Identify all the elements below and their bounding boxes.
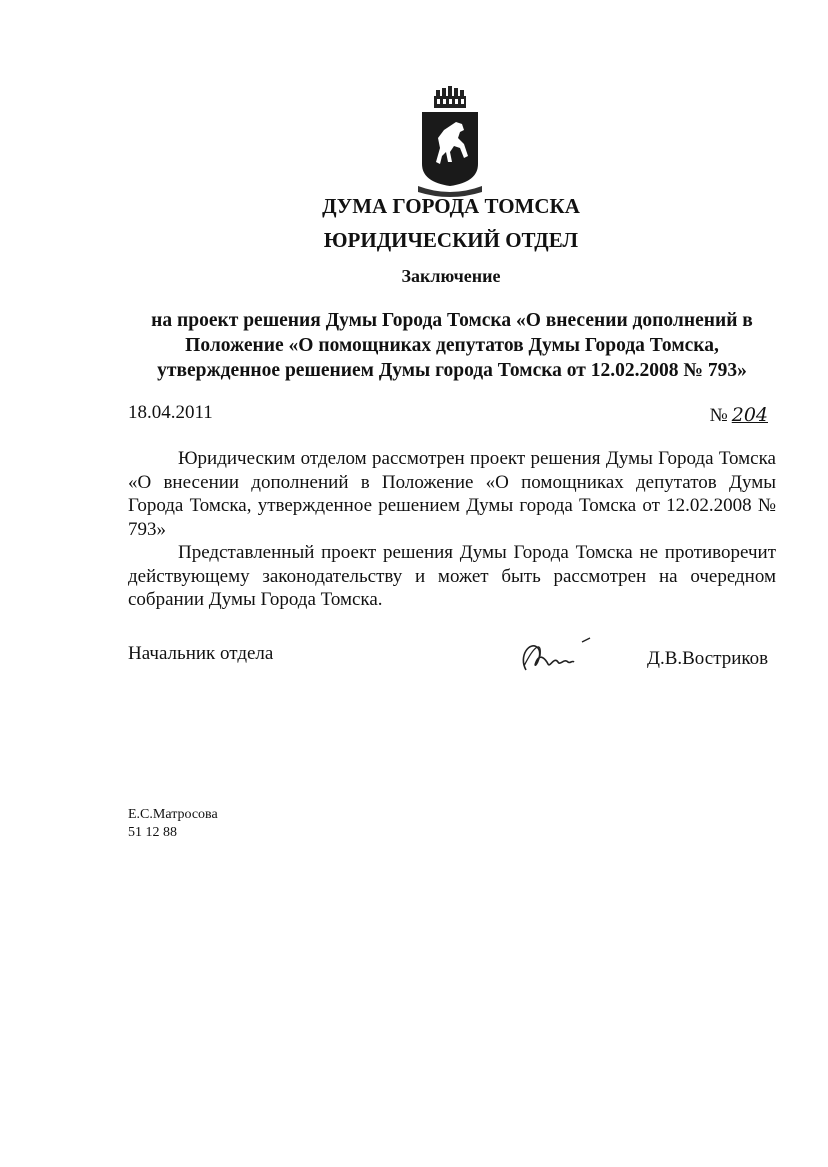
number-value: 204 xyxy=(731,404,768,426)
executor-phone: 51 12 88 xyxy=(128,825,177,840)
signatory-name: Д.В.Востриков xyxy=(647,648,769,669)
subject-line: утвержденное решением Думы города Томска от 12.02.2008 № 793» xyxy=(157,360,747,381)
document-number xyxy=(710,404,768,427)
document-date: 18.04.2011 xyxy=(128,402,213,423)
document-body xyxy=(128,447,776,612)
document-subject xyxy=(128,308,776,383)
tomsk-coat-of-arms-icon xyxy=(412,86,488,198)
department-title: ЮРИДИЧЕСКИЙ ОТДЕЛ xyxy=(323,228,579,252)
subject-line: Положение «О помощниках депутатов Думы Города Томска, xyxy=(185,335,719,356)
signatory-position: Начальник отдела xyxy=(128,643,274,664)
handwritten-signature xyxy=(516,626,596,676)
number-label: № xyxy=(709,405,728,426)
subject-line: на проект решения Думы Города Томска «О внесении дополнений в xyxy=(151,310,753,331)
body-paragraph: Представленный проект решения Думы Города Томска не противоречит действующему законодательству и может быть рассмотрен на очередном собрании Думы Города Томска. xyxy=(128,542,776,610)
body-paragraph: Юридическим отделом рассмотрен проект решения Думы Города Томска «О внесении дополнений в Положение «О помощниках депутатов Думы Города Томска, утвержденное решением Думы города Томска от 12.02.2008 № 793» xyxy=(128,448,776,540)
executor-name: Е.С.Матросова xyxy=(128,807,218,822)
organization-title: ДУМА ГОРОДА ТОМСКА xyxy=(322,194,580,218)
executor-block xyxy=(128,806,218,842)
document-type: Заключение xyxy=(401,266,501,286)
